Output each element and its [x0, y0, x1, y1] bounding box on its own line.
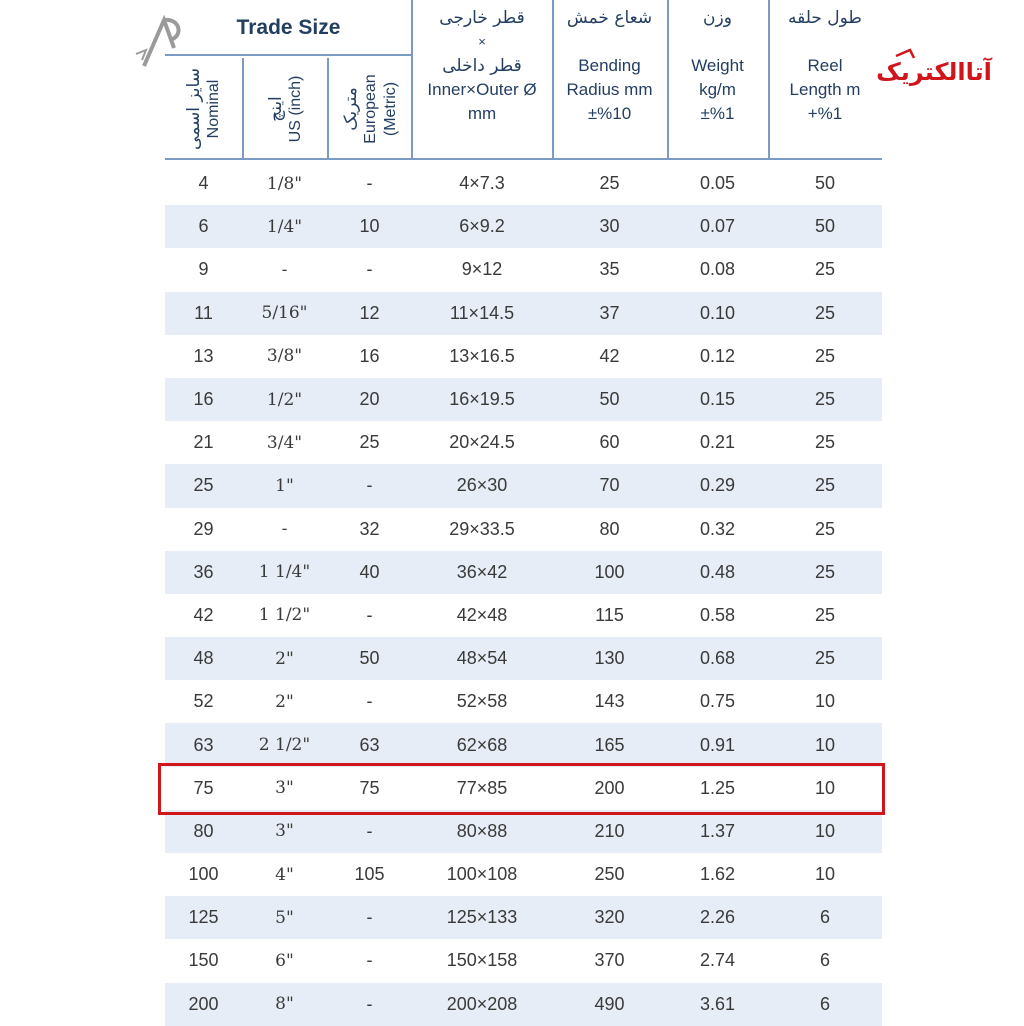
- diameter-cell: 20×24.5: [449, 432, 515, 453]
- weight-cell: 2.26: [699, 907, 736, 928]
- us-cell: 3": [275, 778, 294, 799]
- metric-header: [329, 58, 412, 160]
- reel-cell: 25: [814, 259, 836, 280]
- weight-cell: 0.32: [699, 518, 736, 539]
- diameter-cell: 11×14.5: [449, 302, 515, 323]
- weight-header-en1: Weight: [691, 56, 744, 75]
- metric-cell: -: [366, 259, 373, 280]
- company-logo-right: [876, 46, 992, 90]
- diameter-header-en1: Inner×Outer Ø: [427, 80, 537, 99]
- metric-cell: -: [366, 993, 373, 1014]
- reel-cell: 10: [814, 777, 836, 798]
- weight-cell: 1.62: [699, 864, 736, 885]
- us-cell: 8": [275, 994, 294, 1015]
- diameter-cell: 13×16.5: [449, 345, 515, 366]
- diameter-cell: 77×85: [456, 777, 508, 798]
- diameter-cell: 42×48: [456, 604, 508, 625]
- diameter-cell: 200×208: [446, 993, 518, 1014]
- highlighted-row-frame: [158, 763, 885, 815]
- table-row: [165, 464, 882, 507]
- weight-header-fa: وزن: [703, 8, 732, 28]
- reel-cell: 10: [814, 691, 836, 712]
- diameter-header-fa2: قطر داخلی: [442, 56, 522, 76]
- us-header-fa: اینچ: [265, 96, 286, 122]
- us-cell: 2": [275, 691, 294, 712]
- nominal-cell: 80: [193, 820, 214, 841]
- diameter-cell: 48×54: [456, 648, 508, 669]
- diameter-header-x: ×: [478, 34, 486, 49]
- bending-header-en2: Radius mm: [566, 80, 653, 99]
- metric-cell: 105: [354, 864, 385, 885]
- diameter-cell: 80×88: [456, 820, 508, 841]
- reel-cell: 6: [819, 993, 830, 1014]
- metric-cell: 16: [359, 345, 380, 366]
- nominal-header-en: Nominal: [204, 79, 222, 139]
- header-divider: [411, 0, 413, 160]
- reel-cell: 25: [814, 518, 836, 539]
- table-row: [165, 335, 882, 378]
- bending-cell: 143: [594, 691, 625, 712]
- bending-cell: 100: [594, 561, 625, 582]
- nominal-cell: 200: [188, 993, 219, 1014]
- us-cell: 1/8": [266, 173, 303, 194]
- nominal-cell: 21: [193, 432, 214, 453]
- reel-cell: 25: [814, 345, 836, 366]
- bending-cell: 250: [594, 864, 625, 885]
- bending-cell: 70: [599, 475, 620, 496]
- reel-cell: 6: [819, 950, 830, 971]
- us-cell: 2": [275, 648, 294, 669]
- bending-cell: 42: [599, 345, 620, 366]
- table-row: [165, 162, 882, 205]
- metric-cell: 12: [359, 302, 380, 323]
- metric-cell: 20: [359, 389, 380, 410]
- us-cell: 6": [275, 950, 294, 971]
- us-cell: 5/16": [261, 303, 308, 324]
- us-cell: 1/4": [266, 216, 303, 237]
- metric-cell: 50: [359, 648, 380, 669]
- bending-cell: 60: [599, 432, 620, 453]
- diameter-cell: 125×133: [446, 907, 518, 928]
- us-inch-header: [244, 58, 327, 160]
- metric-cell: -: [366, 820, 373, 841]
- weight-cell: 0.15: [699, 389, 736, 410]
- us-cell: -: [281, 259, 288, 280]
- bending-cell: 80: [599, 518, 620, 539]
- nominal-cell: 11: [194, 302, 213, 323]
- nominal-cell: 48: [193, 648, 214, 669]
- weight-cell: 0.12: [699, 345, 736, 366]
- us-cell: 3/8": [266, 346, 303, 367]
- table-row: [165, 723, 882, 766]
- metric-cell: 63: [359, 734, 380, 755]
- nominal-cell: 16: [193, 389, 214, 410]
- weight-header: [667, 0, 768, 160]
- diameter-cell: 9×12: [461, 259, 503, 280]
- bending-cell: 165: [594, 734, 625, 755]
- weight-cell: 0.10: [699, 302, 736, 323]
- diameter-cell: 36×42: [456, 561, 508, 582]
- reel-cell: 25: [814, 604, 836, 625]
- weight-cell: 0.08: [699, 259, 736, 280]
- metric-cell: -: [366, 950, 373, 971]
- us-cell: -: [281, 519, 288, 540]
- nominal-cell: 29: [193, 518, 214, 539]
- bending-header-en1: Bending: [578, 56, 641, 75]
- diameter-header: [412, 0, 552, 160]
- header-bottom-rule: [165, 158, 882, 160]
- weight-cell: 1.25: [699, 777, 736, 798]
- nominal-cell: 100: [188, 864, 219, 885]
- nominal-cell: 25: [193, 475, 214, 496]
- metric-header-en2: (Metric): [381, 81, 399, 137]
- diameter-cell: 150×158: [446, 950, 518, 971]
- trade-size-header: Trade Size: [165, 0, 412, 56]
- reel-cell: 6: [819, 907, 830, 928]
- table-row: [165, 983, 882, 1026]
- bending-header-fa: شعاع خمش: [566, 8, 653, 28]
- bending-cell: 25: [599, 173, 620, 194]
- bending-cell: 370: [594, 950, 625, 971]
- table-row: [165, 896, 882, 939]
- us-cell: 3/4": [266, 432, 303, 453]
- reel-cell: 25: [814, 561, 836, 582]
- bending-header-en3: ±%10: [587, 104, 632, 123]
- table-row: [165, 594, 882, 637]
- us-cell: 2 1/2": [258, 735, 311, 756]
- header-divider: [242, 58, 244, 160]
- nominal-cell: 150: [188, 950, 219, 971]
- table-row: [165, 508, 882, 551]
- reel-cell: 10: [814, 820, 836, 841]
- weight-cell: 3.61: [699, 993, 736, 1014]
- weight-cell: 0.58: [699, 604, 736, 625]
- weight-cell: 0.91: [699, 734, 736, 755]
- diameter-cell: 29×33.5: [449, 518, 515, 539]
- us-cell: 1": [275, 475, 294, 496]
- nominal-cell: 4: [198, 173, 209, 194]
- weight-cell: 2.74: [699, 950, 736, 971]
- metric-cell: -: [366, 907, 373, 928]
- bending-cell: 490: [594, 993, 625, 1014]
- weight-cell: 0.48: [699, 561, 736, 582]
- data-table-body: [165, 162, 882, 1026]
- reel-cell: 25: [814, 475, 836, 496]
- header-divider: [667, 0, 669, 160]
- table-row: [165, 939, 882, 982]
- diameter-cell: 26×30: [456, 475, 508, 496]
- reel-header-en3: +%1: [807, 104, 843, 123]
- table-row: [165, 378, 882, 421]
- metric-header-en1: European: [361, 74, 379, 144]
- nominal-cell: 13: [193, 345, 214, 366]
- nominal-header: [165, 58, 242, 160]
- nominal-cell: 6: [198, 216, 209, 237]
- logo-right-text: آتاالکتریک: [876, 58, 992, 86]
- diameter-header-en2: mm: [467, 104, 497, 123]
- reel-cell: 50: [814, 173, 836, 194]
- table-row: [165, 637, 882, 680]
- weight-cell: 0.21: [699, 432, 736, 453]
- table-row: [165, 853, 882, 896]
- bending-cell: 210: [594, 820, 625, 841]
- weight-header-en3: ±%1: [700, 104, 735, 123]
- reel-cell: 25: [814, 389, 836, 410]
- header-divider: [327, 58, 329, 160]
- metric-cell: 10: [359, 216, 380, 237]
- us-cell: 5": [275, 907, 294, 928]
- reel-header-fa: طول حلقه: [788, 8, 862, 28]
- us-cell: 4": [275, 864, 294, 885]
- nominal-cell: 125: [188, 907, 219, 928]
- nominal-cell: 42: [193, 604, 214, 625]
- metric-cell: -: [366, 173, 373, 194]
- metric-cell: 32: [359, 518, 380, 539]
- nominal-cell: 63: [193, 734, 214, 755]
- metric-cell: 75: [359, 777, 380, 798]
- weight-header-en2: kg/m: [699, 80, 736, 99]
- reel-cell: 10: [814, 734, 836, 755]
- weight-cell: 0.29: [699, 475, 736, 496]
- bending-cell: 30: [599, 216, 620, 237]
- diameter-cell: 52×58: [456, 691, 508, 712]
- table-row: [165, 205, 882, 248]
- reel-cell: 10: [814, 864, 836, 885]
- bending-header: [552, 0, 667, 160]
- diameter-cell: 100×108: [446, 864, 518, 885]
- reel-cell: 25: [814, 648, 836, 669]
- reel-header: [768, 0, 882, 160]
- us-cell: 3": [275, 821, 294, 842]
- table-row: [165, 551, 882, 594]
- reel-cell: 25: [814, 432, 836, 453]
- bending-cell: 35: [599, 259, 620, 280]
- diameter-cell: 62×68: [456, 734, 508, 755]
- bending-cell: 115: [595, 604, 624, 625]
- metric-cell: -: [366, 691, 373, 712]
- weight-cell: 0.05: [699, 173, 736, 194]
- us-cell: 1 1/4": [258, 562, 311, 583]
- reel-cell: 50: [814, 216, 836, 237]
- diameter-cell: 4×7.3: [459, 173, 505, 194]
- table-row: [165, 810, 882, 853]
- bending-cell: 50: [599, 389, 620, 410]
- bending-cell: 37: [599, 302, 620, 323]
- metric-cell: -: [366, 604, 373, 625]
- table-row: [165, 292, 882, 335]
- weight-cell: 1.37: [699, 820, 736, 841]
- reel-header-en1: Reel: [807, 56, 843, 75]
- weight-cell: 0.07: [699, 216, 736, 237]
- nominal-cell: 75: [193, 777, 214, 798]
- table-row: [165, 421, 882, 464]
- metric-cell: 25: [359, 432, 380, 453]
- metric-cell: 40: [359, 561, 380, 582]
- bending-cell: 320: [594, 907, 625, 928]
- diameter-cell: 6×9.2: [459, 216, 505, 237]
- diameter-header-fa1: قطر خارجی: [439, 8, 525, 28]
- table-row: [165, 680, 882, 723]
- table-row: [165, 248, 882, 291]
- nominal-header-fa: سایز اسمی: [183, 68, 204, 150]
- header-divider: [768, 0, 770, 160]
- nominal-cell: 52: [193, 691, 214, 712]
- nominal-cell: 9: [198, 259, 209, 280]
- us-cell: 1 1/2": [258, 605, 311, 626]
- weight-cell: 0.68: [699, 648, 736, 669]
- bending-cell: 130: [594, 648, 625, 669]
- reel-header-en2: Length m: [789, 80, 861, 99]
- us-cell: 1/2": [266, 389, 303, 410]
- reel-cell: 25: [814, 302, 836, 323]
- nominal-cell: 36: [193, 561, 214, 582]
- metric-header-fa: متریک: [340, 87, 361, 131]
- bending-cell: 200: [594, 777, 625, 798]
- diameter-cell: 16×19.5: [449, 389, 515, 410]
- header-divider: [552, 0, 554, 160]
- us-header-en: US (inch): [286, 75, 304, 143]
- metric-cell: -: [366, 475, 373, 496]
- weight-cell: 0.75: [699, 691, 736, 712]
